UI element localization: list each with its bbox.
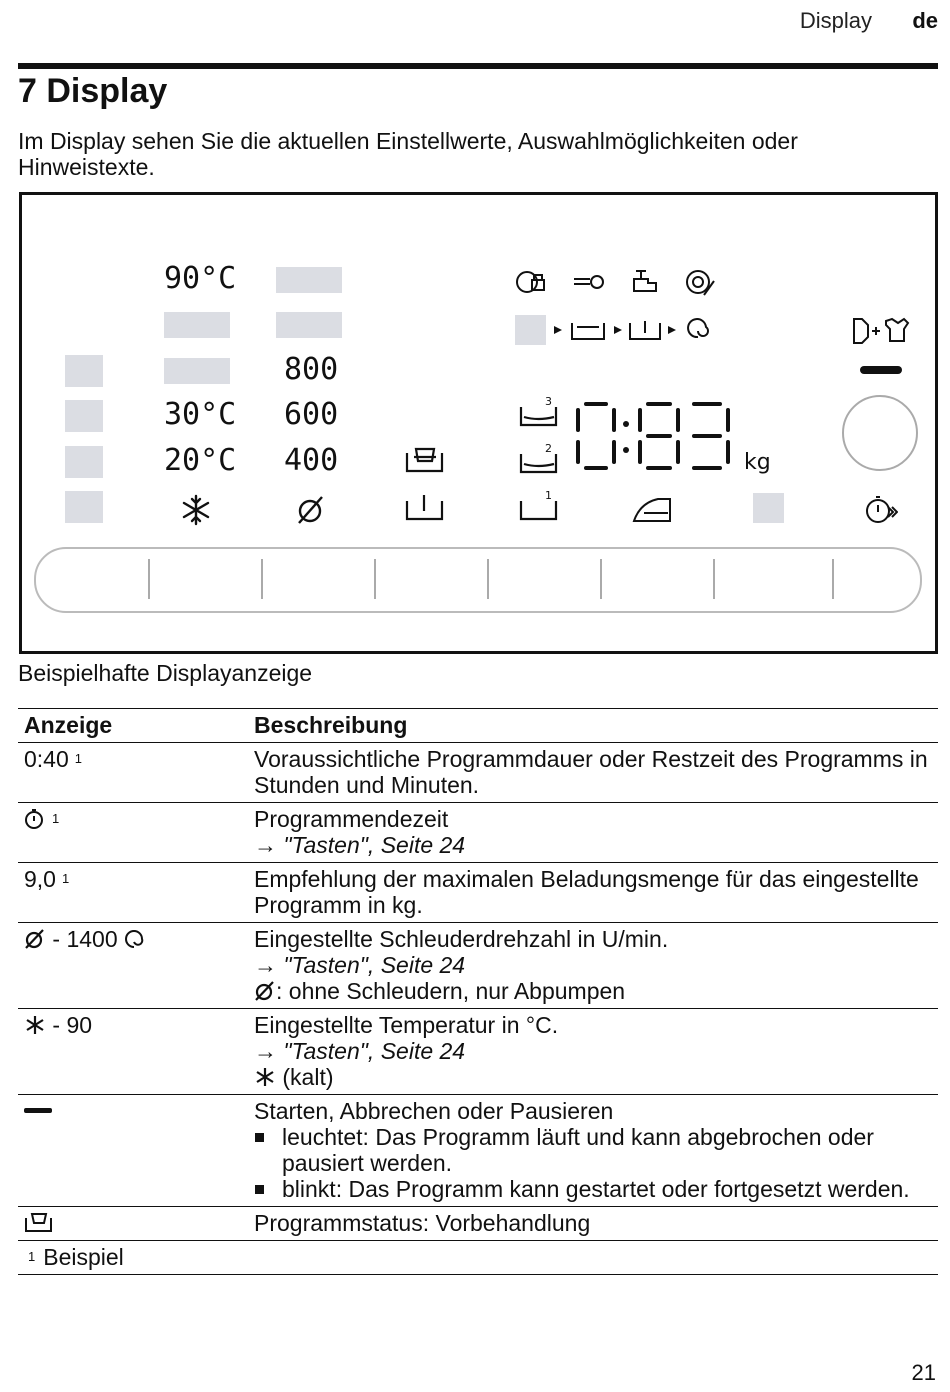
indicator-cell	[18, 863, 248, 923]
start-pause-bar	[860, 366, 902, 374]
svg-text:3: 3	[545, 395, 552, 408]
spin-600: 600	[284, 397, 339, 432]
list-item: leuchtet: Das Programm läuft und kann abgebrochen oder pausiert werden.	[282, 1124, 932, 1176]
button-divider	[832, 559, 834, 599]
table-row	[18, 743, 938, 803]
program-status-row	[550, 313, 728, 347]
legend-table	[18, 708, 938, 1275]
page-number: 21	[911, 1360, 936, 1385]
display-block	[65, 355, 103, 387]
indicator-cell	[18, 743, 248, 803]
button-divider	[148, 559, 150, 599]
description-extra	[254, 978, 932, 1004]
rinse-2-icon	[518, 442, 560, 478]
button-strip	[34, 547, 922, 613]
indicator-cell	[18, 803, 248, 863]
table-row	[18, 863, 938, 923]
display-block	[164, 312, 230, 338]
spin-800: 800	[284, 352, 339, 387]
svg-text:2: 2	[545, 442, 552, 455]
display-block	[515, 315, 546, 345]
description-text: Eingestellte Schleuderdrehzahl in U/min.	[254, 926, 669, 952]
indicator-text: - 1400	[46, 926, 124, 952]
indicator-cell	[18, 1009, 248, 1095]
button-divider	[713, 559, 715, 599]
list-item: blinkt: Das Programm kann gestartet oder fortgesetzt werden.	[282, 1176, 932, 1202]
end-time-icon	[864, 493, 898, 527]
page-title: 7 Display	[18, 72, 168, 110]
button-divider	[600, 559, 602, 599]
description-extra-text: : ohne Schleudern, nur Abpumpen	[276, 978, 626, 1004]
indicator-text: 9,0	[24, 866, 56, 892]
page-reference-link[interactable]: → "Tasten", Seite 24	[254, 832, 466, 858]
description-cell	[248, 1095, 938, 1207]
drum-clean-icon	[684, 267, 716, 297]
display-block	[753, 493, 784, 523]
footnote-text: Beispiel	[43, 1244, 124, 1270]
header-section: Display	[799, 8, 872, 33]
time-digits	[572, 400, 736, 472]
header-rule	[18, 63, 938, 69]
display-block	[65, 400, 103, 432]
snowflake-icon	[254, 1066, 276, 1088]
description-extra-text: (kalt)	[276, 1064, 334, 1090]
table-row	[18, 1095, 938, 1207]
footnote-cell	[18, 1241, 938, 1275]
no-spin-icon	[294, 493, 328, 527]
kg-label: kg	[744, 450, 771, 475]
description-text: Programmendezeit	[254, 806, 449, 832]
selector-dial	[842, 395, 918, 471]
temp-20: 20°C	[164, 443, 237, 478]
description-cell	[248, 1009, 938, 1095]
water-tap-icon	[630, 267, 660, 295]
temp-30: 30°C	[164, 397, 237, 432]
no-spin-icon	[254, 980, 276, 1002]
spin-400: 400	[284, 443, 339, 478]
figure-caption: Beispielhafte Displayanzeige	[18, 660, 313, 686]
display-block	[276, 312, 342, 338]
intro-text: Im Display sehen Sie die aktuellen Einstellwerte, Auswahlmöglichkeiten oder Hinweistexte.	[18, 128, 798, 180]
table-row	[18, 1207, 938, 1241]
display-block	[276, 267, 342, 293]
page-reference-link[interactable]: → "Tasten", Seite 24	[254, 1038, 466, 1064]
bullet-list	[254, 1124, 932, 1202]
button-divider	[261, 559, 263, 599]
key-icon	[572, 271, 606, 293]
description-cell	[248, 743, 938, 803]
prewash-icon	[404, 443, 446, 477]
button-divider	[487, 559, 489, 599]
display-block	[65, 446, 103, 478]
iron-icon	[630, 493, 674, 525]
column-header: Anzeige	[18, 709, 248, 743]
rinse-1-icon	[518, 489, 560, 525]
indicator-text: 0:40	[24, 746, 69, 772]
display-illustration	[19, 192, 938, 654]
table-header-row	[18, 709, 938, 743]
child-lock-icon	[515, 268, 549, 296]
temp-90: 90°C	[164, 261, 237, 296]
description-text: Empfehlung der maximalen Beladungsmenge für das eingestellte Programm in kg.	[254, 866, 919, 918]
header-language: de	[912, 8, 938, 33]
indicator-text: - 90	[46, 1012, 93, 1038]
no-spin-icon	[24, 928, 46, 950]
spin-icon	[124, 928, 146, 950]
start-pause-bar-icon	[24, 1108, 52, 1113]
table-row	[18, 1009, 938, 1095]
description-cell	[248, 863, 938, 923]
indicator-cell	[18, 1095, 248, 1207]
end-time-icon	[24, 808, 46, 830]
column-header: Beschreibung	[248, 709, 938, 743]
footnote-ref: 1	[52, 811, 60, 826]
display-block	[65, 491, 103, 523]
snowflake-icon	[24, 1014, 46, 1036]
footnote-ref: 1	[61, 871, 70, 886]
svg-text:1: 1	[545, 489, 552, 502]
description-text: Starten, Abbrechen oder Pausieren	[254, 1098, 614, 1124]
description-text: Eingestellte Temperatur in °C.	[254, 1012, 559, 1038]
table-row	[18, 923, 938, 1009]
main-wash-icon	[404, 491, 446, 525]
prewash-icon	[24, 1210, 54, 1234]
description-extra	[254, 1064, 932, 1090]
footnote-ref: 1	[74, 751, 82, 766]
indicator-cell	[18, 1207, 248, 1241]
indicator-cell	[18, 923, 248, 1009]
laundry-add-icon	[852, 315, 910, 345]
description-cell	[248, 803, 938, 863]
table-row	[18, 803, 938, 863]
snowflake-icon	[179, 493, 213, 527]
display-block	[164, 358, 230, 384]
description-text: Programmstatus: Vorbehandlung	[254, 1210, 591, 1236]
rinse-3-icon	[518, 395, 560, 431]
button-divider	[374, 559, 376, 599]
page-reference-link[interactable]: → "Tasten", Seite 24	[254, 952, 466, 978]
description-text: Voraussichtliche Programmdauer oder Restzeit des Programms in Stunden und Minuten.	[254, 746, 928, 798]
footnote-mark: 1	[28, 1249, 36, 1264]
footnote-row	[18, 1241, 938, 1275]
description-cell	[248, 923, 938, 1009]
description-cell	[248, 1207, 938, 1241]
